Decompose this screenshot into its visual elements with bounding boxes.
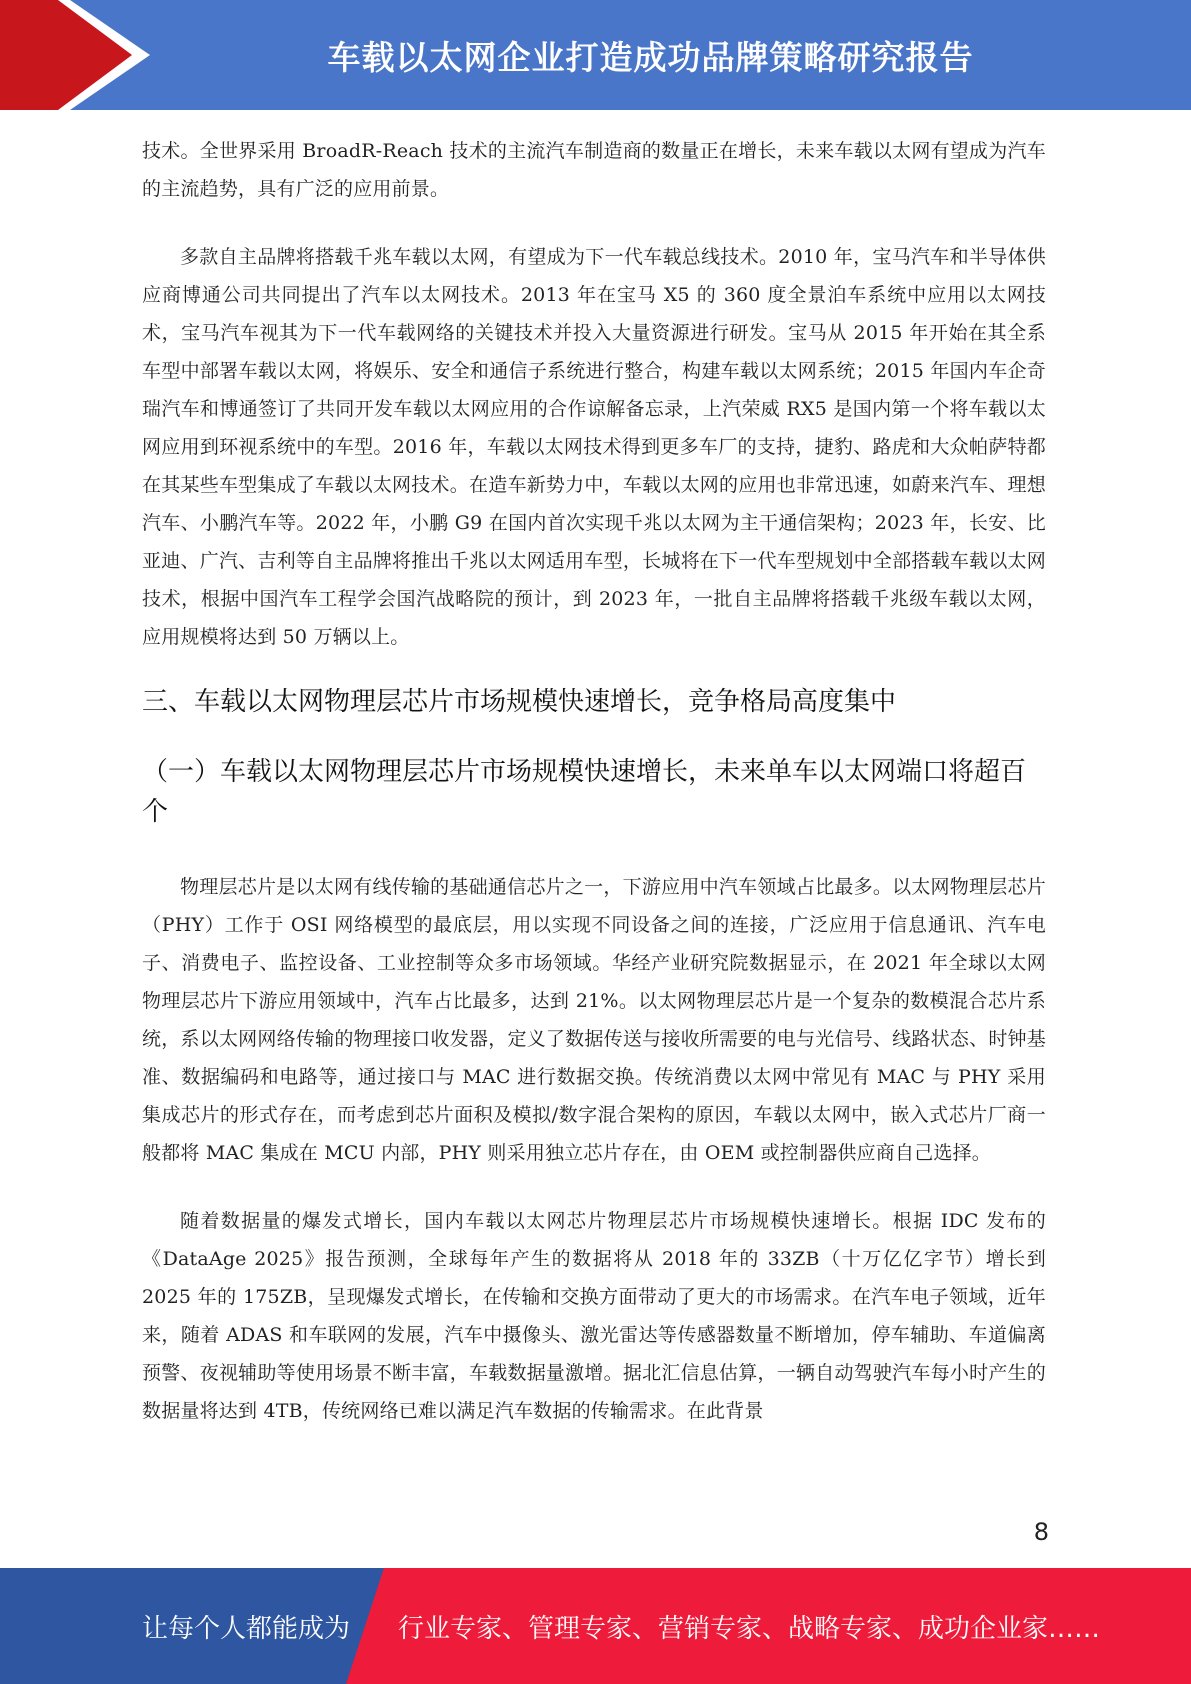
section-heading: 三、车载以太网物理层芯片市场规模快速增长，竞争格局高度集中 (142, 687, 897, 717)
footer-slogan-left: 让每个人都能成为 (142, 1613, 351, 1644)
paragraph-brand-adoption: 多款自主品牌将搭载千兆车载以太网，有望成为下一代车载总线技术。2010 年，宝马汽车和半导体供应商博通公司共同提出了汽车以太网技术。2013 年在宝马 X5 的 360 度全景泊车系统中应用以太网技术，宝马汽车视其为下一代车载网络的关键技术并投入大量资源进行研发。宝马从 2015 年开始在其全系车型中部署车载以太网，将娱乐、安全和通信子系统进行整合，构建车载以太网系统；2015 年国内车企奇瑞汽车和博通签订了共同开发车载以太网应用的合作谅解备忘录，上汽荣威 RX5 是国内第一个将车载以太网应用到环视系统中的车型。2016 年，车载以太网技术得到更多车厂的支持，捷豹、路虎和大众帕萨特都在其某些车型集成了车载以太网技术。在造车新势力中，车载以太网的应用也非常迅速，如蔚来汽车、理想汽车、小鹏汽车等。2022 年，小鹏 G9 在国内首次实现千兆以太网为主干通信架构；2023 年，长安、比亚迪、广汽、吉利等自主品牌将推出千兆以太网适用车型，长城将在下一代车型规划中全部搭载车载以太网技术，根据中国汽车工程学会国汽战略院的预计，到 2023 年，一批自主品牌将搭载千兆级车载以太网，应用规模将达到 50 万辆以上。 (142, 246, 1046, 648)
report-title: 车载以太网企业打造成功品牌策略研究报告 (327, 37, 974, 77)
page-number: 8 (1033, 1518, 1049, 1546)
page-header (0, 0, 1191, 110)
paragraph-phy-chip: 物理层芯片是以太网有线传输的基础通信芯片之一，下游应用中汽车领域占比最多。以太网物理层芯片（PHY）工作于 OSI 网络模型的最底层，用以实现不同设备之间的连接，广泛应用于信息通讯、汽车电子、消费电子、监控设备、工业控制等众多市场领域。华经产业研究院数据显示，在 2021 年全球以太网物理层芯片下游应用领域中，汽车占比最多，达到 21%。以太网物理层芯片是一个复杂的数模混合芯片系统，系以太网网络传输的物理接口收发器，定义了数据传送与接收所需要的电与光信号、线路状态、时钟基准、数据编码和电路等，通过接口与 MAC 进行数据交换。传统消费以太网中常见有 MAC 与 PHY 采用集成芯片的形式存在，而考虑到芯片面积及模拟/数字混合架构的原因，车载以太网中，嵌入式芯片厂商一般都将 MAC 集成在 MCU 内部，PHY 则采用独立芯片存在，由 OEM 或控制器供应商自己选择。 (142, 876, 1046, 1164)
footer-slogan-right: 行业专家、管理专家、营销专家、战略专家、成功企业家…… (398, 1613, 1101, 1644)
subsection-heading: （一）车载以太网物理层芯片市场规模快速增长，未来单车以太网端口将超百个 (142, 757, 1027, 827)
page-footer (0, 1568, 1191, 1684)
page-body (142, 132, 1046, 1430)
paragraph-continuation: 技术。全世界采用 BroadR-Reach 技术的主流汽车制造商的数量正在增长，未来车载以太网有望成为汽车的主流趋势，具有广泛的应用前景。 (142, 140, 1046, 200)
paragraph-market-growth: 随着数据量的爆发式增长，国内车载以太网芯片物理层芯片市场规模快速增长。根据 IDC 发布的《DataAge 2025》报告预测，全球每年产生的数据将从 2018 年的 33ZB（十万亿亿字节）增长到 2025 年的 175ZB，呈现爆发式增长，在传输和交换方面带动了更大的市场需求。在汽车电子领域，近年来，随着 ADAS 和车联网的发展，汽车中摄像头、激光雷达等传感器数量不断增加，停车辅助、车道偏离预警、夜视辅助等使用场景不断丰富，车载数据量激增。据北汇信息估算，一辆自动驾驶汽车每小时产生的数据量将达到 4TB，传统网络已难以满足汽车数据的传输需求。在此背景 (142, 1210, 1046, 1422)
chevron-arrow-icon (0, 0, 150, 110)
